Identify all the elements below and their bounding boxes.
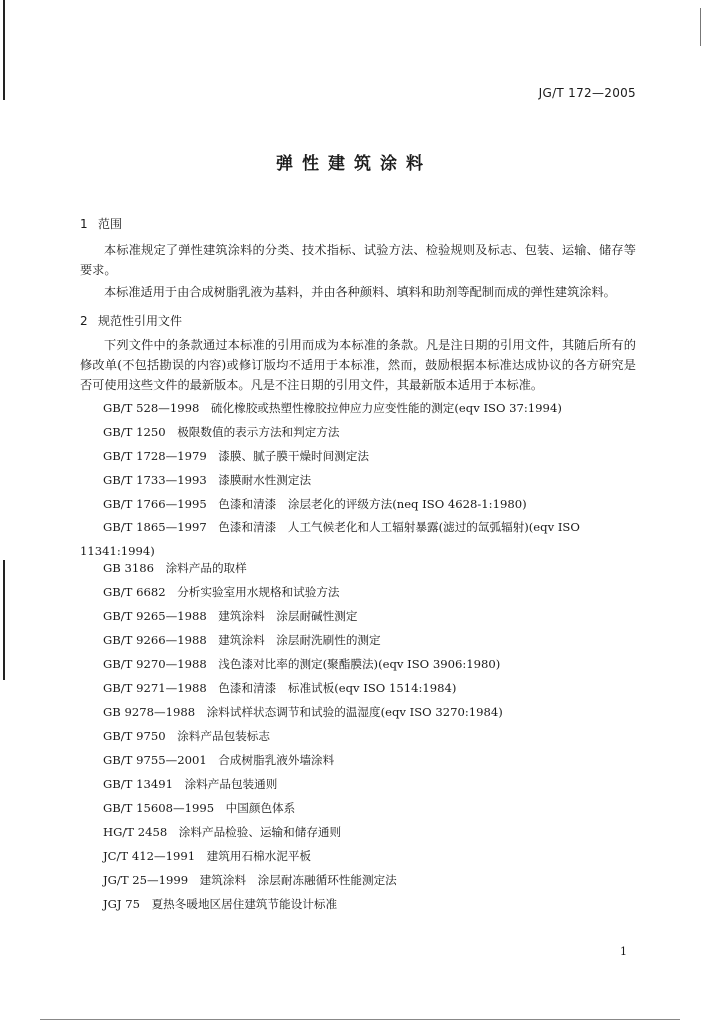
section-title: 规范性引用文件 xyxy=(98,314,183,328)
reference-item: GB/T 13491 涂料产品包装通则 xyxy=(103,777,278,791)
reference-item: GB/T 1728—1979 漆膜、腻子膜干燥时间测定法 xyxy=(103,449,370,463)
reference-item: GB/T 9265—1988 建筑涂料 涂层耐碱性测定 xyxy=(103,609,358,623)
reference-item: GB/T 9266—1988 建筑涂料 涂层耐洗刷性的测定 xyxy=(103,633,381,647)
reference-item: GB/T 1766—1995 色漆和清漆 涂层老化的评级方法(neq ISO 4628-1:1980) xyxy=(103,497,527,511)
document-title: 弹性建筑涂料 xyxy=(276,154,432,174)
references-intro: 下列文件中的条款通过本标准的引用而成为本标准的条款。凡是注日期的引用文件，其随后所有的修改单(不包括勘误的内容)或修订版均不适用于本标准，然而，鼓励根据本标准达成协议的各方研究是否可使用这些文件的最新版本。凡是不注日期的引用文件，其最新版本适用于本标准。 xyxy=(80,338,636,392)
standard-number: JG/T 172—2005 xyxy=(538,86,636,100)
reference-item: JGJ 75 夏热冬暖地区居住建筑节能设计标准 xyxy=(103,897,338,911)
section-number: 2 xyxy=(80,314,88,328)
scope-paragraph-2: 本标准适用于由合成树脂乳液为基料，并由各种颜料、填料和助剂等配制而成的弹性建筑涂料。 xyxy=(104,285,616,299)
reference-item: JG/T 25—1999 建筑涂料 涂层耐冻融循环性能测定法 xyxy=(103,873,397,887)
reference-item: GB/T 9750 涂料产品包装标志 xyxy=(103,729,270,743)
page-bottom-rule xyxy=(40,1019,680,1020)
reference-item: GB/T 9270—1988 浅色漆对比率的测定(聚酯膜法)(eqv ISO 3906:1980) xyxy=(103,657,501,671)
page-number: 1 xyxy=(620,945,627,958)
section-heading-references xyxy=(80,312,182,329)
reference-item: HG/T 2458 涂料产品检验、运输和储存通则 xyxy=(103,825,342,839)
reference-item: GB/T 15608—1995 中国颜色体系 xyxy=(103,801,296,815)
section-heading-scope xyxy=(80,215,122,232)
reference-item: GB/T 9271—1988 色漆和清漆 标准试板(eqv ISO 1514:1984) xyxy=(103,681,457,695)
reference-item: GB 9278—1988 涂料试样状态调节和试验的温湿度(eqv ISO 3270:1984) xyxy=(103,705,503,719)
scan-edge-right xyxy=(700,8,701,46)
reference-item: GB 3186 涂料产品的取样 xyxy=(103,561,247,575)
scan-edge-left-lower xyxy=(3,560,5,680)
reference-item: JC/T 412—1991 建筑用石棉水泥平板 xyxy=(103,849,312,863)
section-title: 范围 xyxy=(98,217,123,231)
reference-item: GB/T 1733—1993 漆膜耐水性测定法 xyxy=(103,473,312,487)
reference-item: GB/T 1250 极限数值的表示方法和判定方法 xyxy=(103,425,340,439)
reference-item: GB/T 528—1998 硫化橡胶或热塑性橡胶拉伸应力应变性能的测定(eqv ISO 37:1994) xyxy=(103,401,562,415)
scan-edge-left xyxy=(3,0,5,100)
scope-paragraph-1: 本标准规定了弹性建筑涂料的分类、技术指标、试验方法、检验规则及标志、包装、运输、储存等要求。 xyxy=(80,243,636,277)
reference-item: GB/T 9755—2001 合成树脂乳液外墙涂料 xyxy=(103,753,335,767)
reference-item: GB/T 1865—1997 色漆和清漆 人工气候老化和人工辐射暴露(滤过的氙弧辐射)(eqv ISO 11341:1994) xyxy=(80,520,580,558)
reference-item: GB/T 6682 分析实验室用水规格和试验方法 xyxy=(103,585,340,599)
section-number: 1 xyxy=(80,217,88,231)
